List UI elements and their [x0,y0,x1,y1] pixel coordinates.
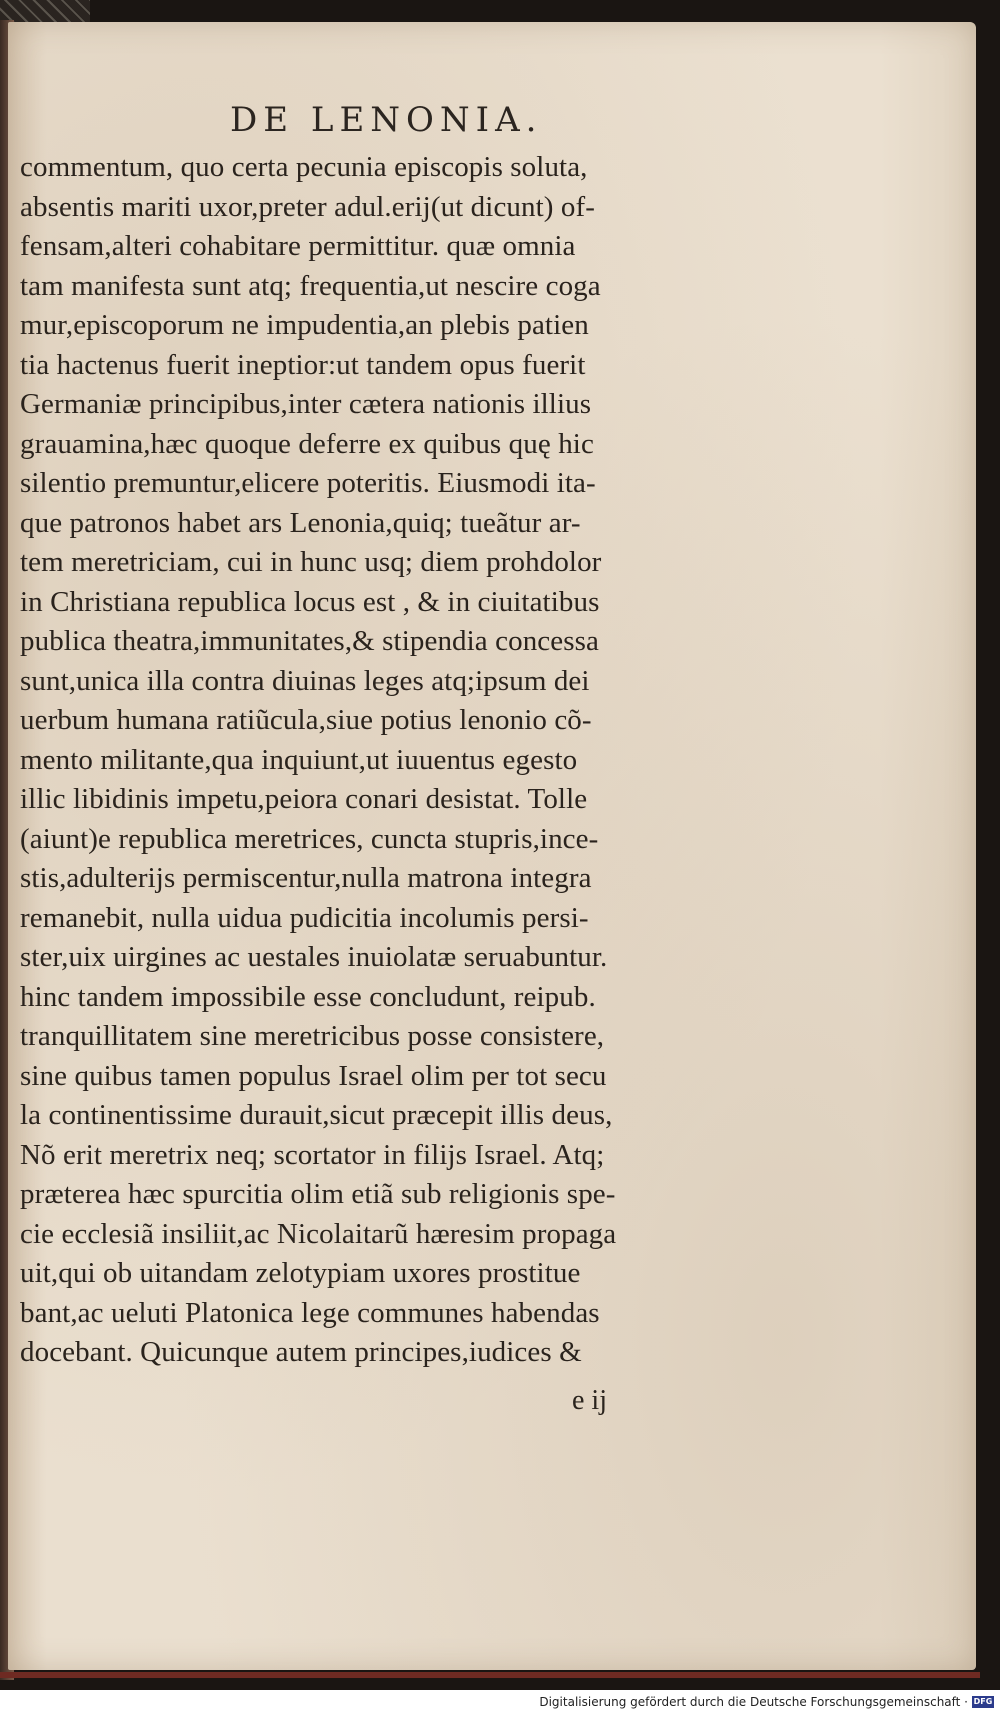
text-line: la continentissime durauit,sicut præcepit illis deus, [20,1099,613,1131]
text-line: cie ecclesiã insiliit,ac Nicolaitarũ hæresim propaga [20,1217,617,1250]
text-line: mento militante,qua inquiunt,ut iuuentus egesto [20,743,578,776]
text-line: commentum, quo certa pecunia episcopis soluta, [20,151,588,183]
dfg-logo-icon: DFG [973,1697,993,1706]
text-line: ster,uix uirgines ac uestales inuiolatæ seruabuntur. [20,941,608,973]
text-line: absentis mariti uxor,preter adul.erij(ut dicunt) of- [20,190,595,223]
text-line: docebant. Quicunque autem principes,iudices & [20,1336,582,1368]
text-line: que patronos habet ars Lenonia,quiq; tueãtur ar- [20,506,581,539]
text-line: mur,episcoporum ne impudentia,an plebis patien [20,309,589,341]
text-line: tia hactenus fuerit ineptior:ut tandem opus fuerit [20,348,586,381]
text-line: grauamina,hæc quoque deferre ex quibus quę hic [20,427,594,460]
text-line: (aiunt)e republica meretrices, cuncta stupris,ince- [20,822,599,855]
text-line: illic libidinis impetu,peiora conari desistat. Tolle [20,783,588,815]
signature-mark: e ij [572,1385,607,1416]
text-line: in Christiana republica locus est , & in ciuitatibus [20,585,600,618]
text-line: tranquillitatem sine meretricibus posse consistere, [20,1020,605,1052]
body-text [20,148,800,1373]
text-line: tem meretriciam, cui in hunc usq; diem prohdolor [20,546,602,578]
text-line: sunt,unica illa contra diuinas leges atq;ipsum dei [20,664,590,697]
text-line: uerbum humana ratiũcula,siue potius lenonio cõ- [20,704,592,736]
footer-credit-text: Digitalisierung gefördert durch die Deutsche Forschungsgemeinschaft · [539,1695,968,1709]
text-line: præterea hæc spurcitia olim etiã sub religionis spe- [20,1178,616,1210]
text-line: fensam,alteri cohabitare permittitur. quæ omnia [20,230,576,262]
running-heading: DE LENONIA. [230,100,543,140]
text-line: publica theatra,immunitates,& stipendia concessa [20,625,599,657]
text-line: Germaniæ principibus,inter cætera nationis illius [20,388,592,420]
text-line: stis,adulterijs permiscentur,nulla matrona integra [20,862,592,894]
page-edge-red [0,1672,980,1678]
text-line: hinc tandem impossibile esse concludunt, reipub. [20,980,596,1013]
text-line: remanebit, nulla uidua pudicitia incolumis persi- [20,901,589,934]
text-line: sine quibus tamen populus Israel olim per tot secu [20,1059,607,1092]
text-line: silentio premuntur,elicere poteritis. Eiusmodi ita- [20,467,596,499]
footer-credit [539,1693,994,1711]
text-line: Nõ erit meretrix neq; scortator in filijs Israel. Atq; [20,1138,605,1171]
text-line: bant,ac ueluti Platonica lege communes habendas [20,1296,600,1329]
text-line: uit,qui ob uitandam zelotypiam uxores prostitue [20,1257,581,1289]
text-line: tam manifesta sunt atq; frequentia,ut nescire coga [20,269,601,302]
